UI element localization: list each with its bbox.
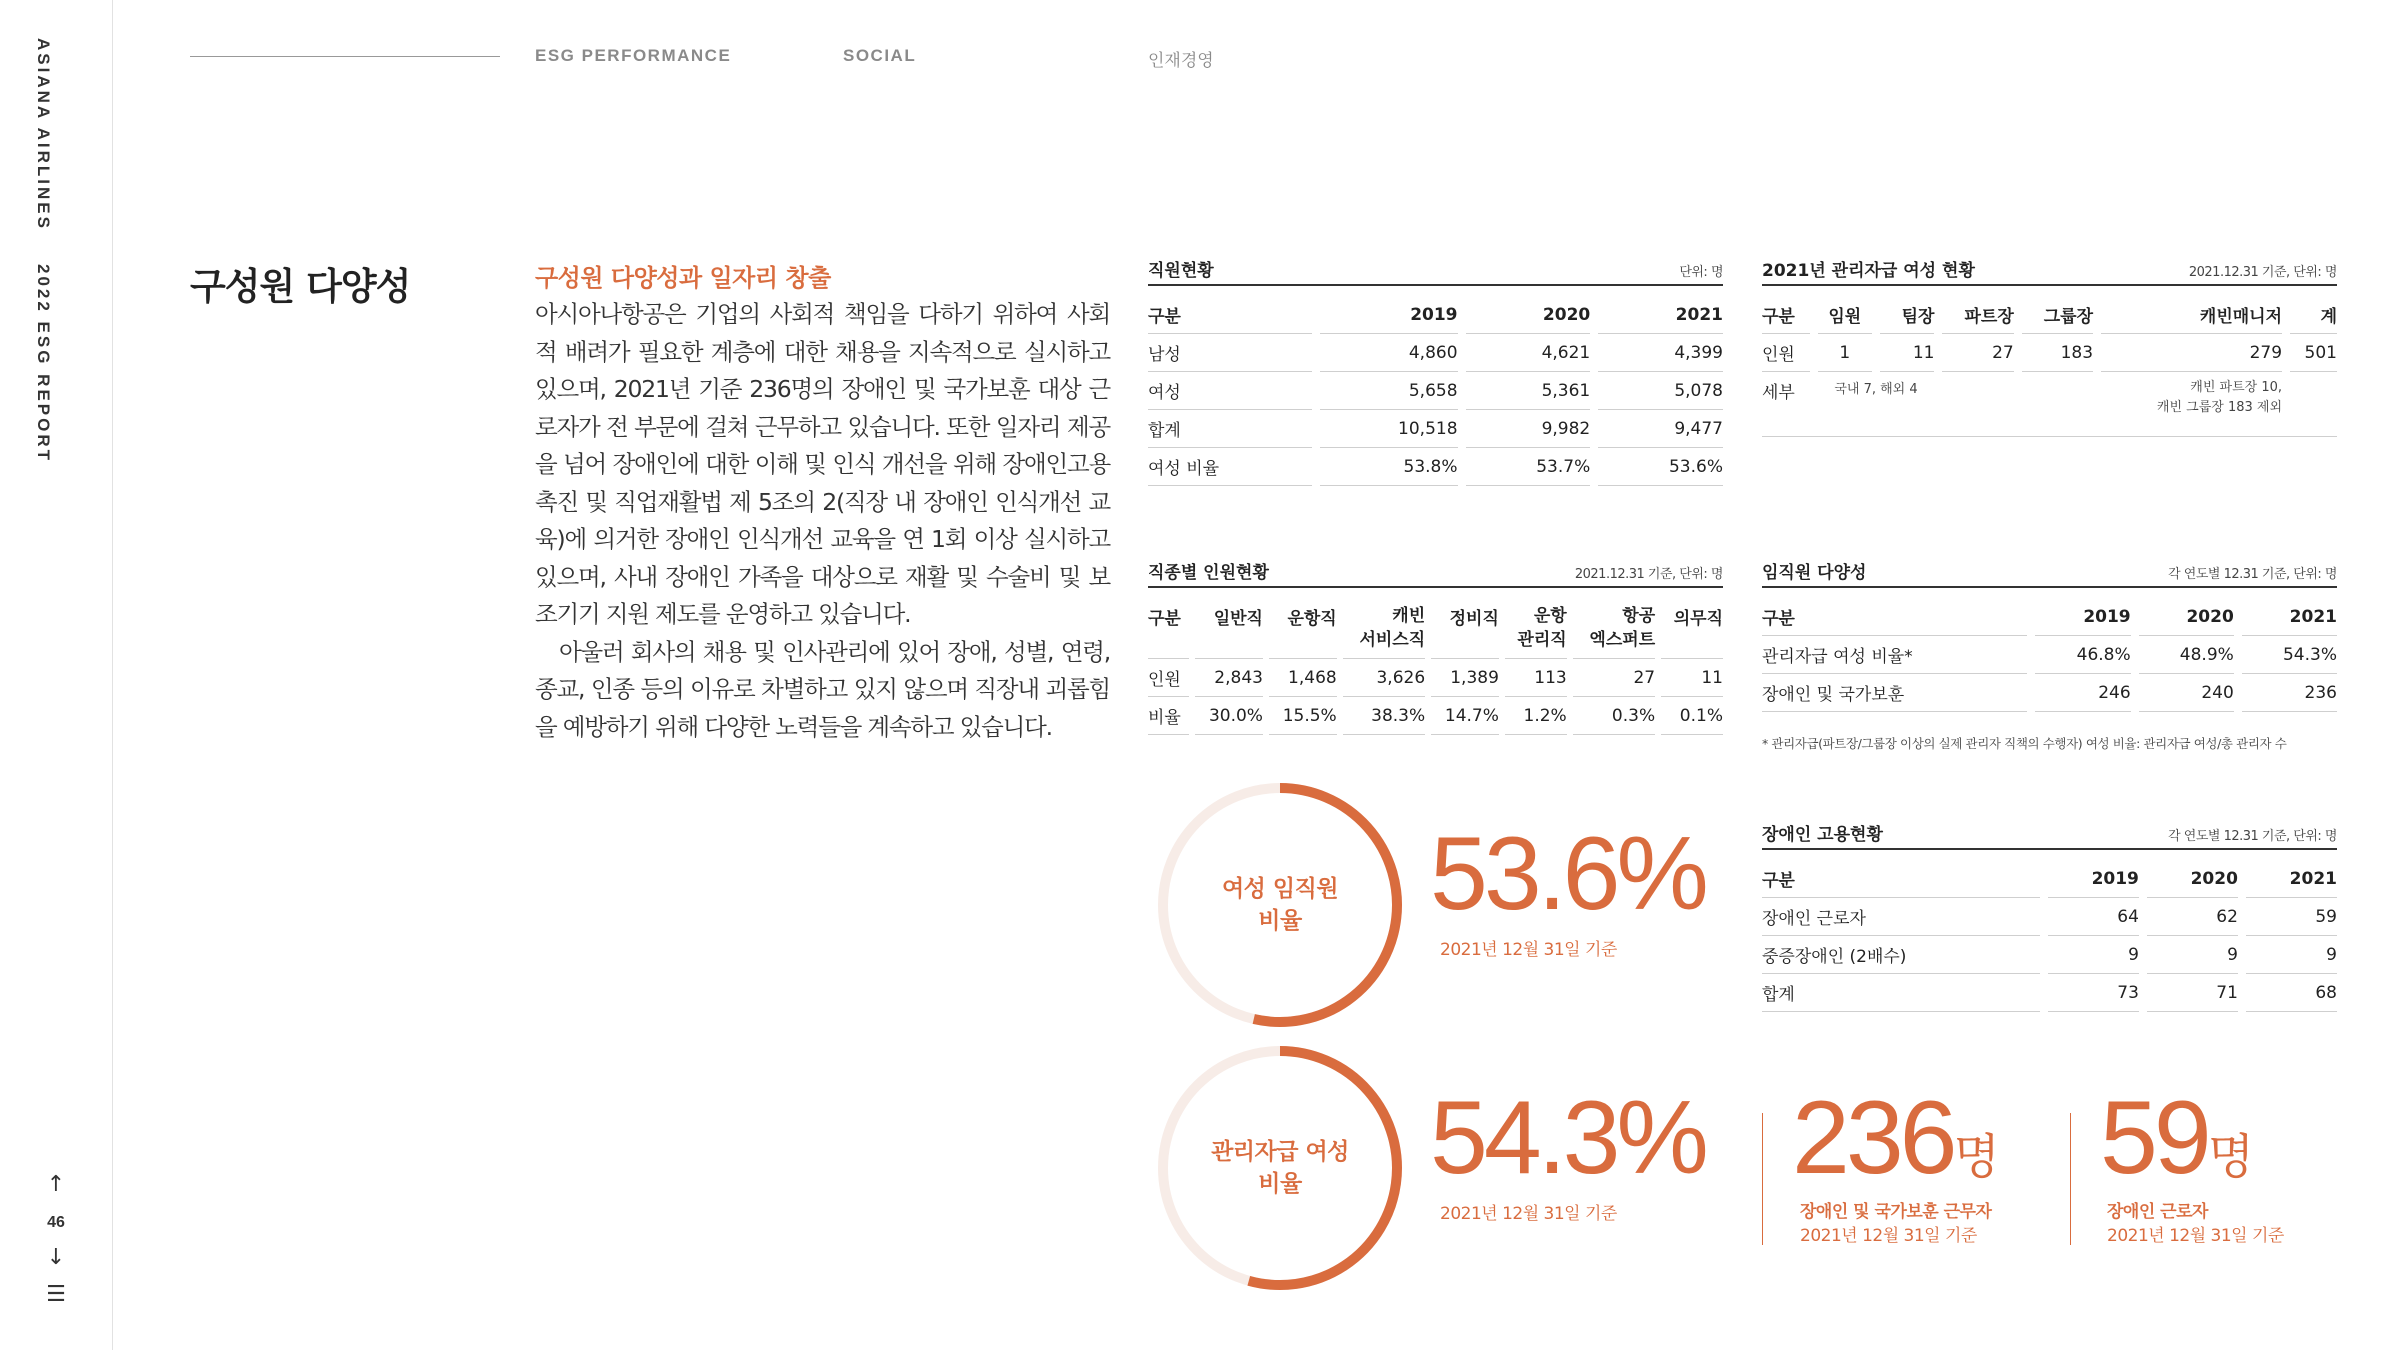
- mgr-women-table-block: [1762, 256, 2337, 437]
- table-cell: 27: [1942, 334, 2013, 372]
- table-cell: 279: [2101, 334, 2282, 372]
- table-cell: [2101, 372, 2282, 424]
- table-header: 2021: [2242, 598, 2337, 636]
- arrow-down-icon[interactable]: ↓: [46, 1245, 66, 1270]
- header-line: 운항: [1533, 606, 1567, 626]
- diversity-table-title: 임직원 다양성: [1762, 563, 1867, 583]
- table-cell: [2290, 372, 2337, 424]
- table-header: 파트장: [1942, 296, 2013, 334]
- table-header: 2020: [2139, 598, 2234, 636]
- table-row: [1148, 410, 1723, 448]
- table-cell: 68: [2246, 974, 2337, 1012]
- stat-divider: [1762, 1113, 1763, 1245]
- brand-name: ASIANA AIRLINES: [34, 38, 53, 231]
- table-cell: 장애인 및 국가보훈: [1762, 674, 2027, 712]
- table-cell: 236: [2242, 674, 2337, 712]
- table-header: 임원: [1818, 296, 1872, 334]
- disabled-table-title: 장애인 고용현황: [1762, 825, 1883, 845]
- table-cell: 62: [2147, 898, 2238, 936]
- disabled-table: [1754, 860, 2345, 1012]
- table-cell: 5,078: [1598, 372, 1723, 410]
- table-cell: [2022, 372, 2093, 424]
- table-cell: 53.6%: [1598, 448, 1723, 486]
- table-cell: 여성: [1148, 372, 1312, 410]
- table-header: [1661, 598, 1723, 659]
- staff-table-title: 직원현황: [1148, 261, 1214, 281]
- table-header: [1269, 598, 1337, 659]
- table-cell: 53.8%: [1320, 448, 1457, 486]
- donut-label-line: 비율: [1258, 1171, 1302, 1197]
- table-header: 팀장: [1880, 296, 1934, 334]
- cabin-detail-1: 캐빈 파트장 10,: [2190, 380, 2283, 395]
- table-cell: 1,389: [1431, 659, 1499, 697]
- table-cell: 54.3%: [2242, 636, 2337, 674]
- table-header: 2021: [1598, 296, 1723, 334]
- table-cell: 1: [1818, 334, 1872, 372]
- count-caption: 2021년 12월 31일 기준: [2107, 1226, 2284, 1246]
- disabled-veteran-count: [1792, 1080, 2000, 1209]
- donut-label: [1155, 1043, 1405, 1293]
- table-cell: 183: [2022, 334, 2093, 372]
- table-cell: 9: [2147, 936, 2238, 974]
- breadcrumb-social[interactable]: SOCIAL: [843, 46, 917, 65]
- diversity-table-unit: 각 연도별 12.31 기준, 단위: 명: [2168, 567, 2337, 582]
- table-row: [1762, 334, 2337, 372]
- body-text: [535, 296, 1110, 746]
- table-row: [1148, 448, 1723, 486]
- table-cell: 48.9%: [2139, 636, 2234, 674]
- donut-label-line: 여성 임직원: [1221, 876, 1339, 902]
- header-line: 정비직: [1449, 609, 1499, 629]
- table-cell: 5,361: [1466, 372, 1591, 410]
- table-cell: 장애인 근로자: [1762, 898, 2040, 936]
- header-line: 캐빈: [1392, 606, 1426, 626]
- table-cell: 46.8%: [2035, 636, 2130, 674]
- disabled-table-block: [1762, 820, 2337, 1012]
- cabin-detail-2: 캐빈 그룹장 183 제외: [2156, 400, 2283, 415]
- table-row: [1148, 659, 1723, 697]
- table-cell: 73: [2048, 974, 2139, 1012]
- disabled-veteran-caption: [1800, 1200, 1991, 1248]
- staff-table-block: [1148, 256, 1723, 486]
- table-cell: 30.0%: [1195, 697, 1263, 735]
- count-value: 236: [1792, 1080, 1954, 1196]
- sidebar: [0, 0, 113, 1350]
- table-header: [1148, 598, 1189, 659]
- table-cell: [1942, 372, 2013, 424]
- table-cell: 5,658: [1320, 372, 1457, 410]
- paragraph-1: 아시아나항공은 기업의 사회적 책임을 다하기 위하여 사회적 배려가 필요한 계층에 대한 채용을 지속적으로 실시하고 있으며, 2021년 기준 236명의 장애인 및 국가보훈 대상 근로자가 전 부문에 걸쳐 근무하고 있습니다. 또한 일자리 제공을 넘어 장애인에 대한 이해 및 인식 개선을 위해 장애인고용촉진 및 직업재활법 제 5조의 2(직장 내 장애인 인식개선 교육)에 의거한 장애인 인식개선 교육을 연 1회 이상 실시하고 있으며, 사내 장애인 가족을 대상으로 재활 및 수술비 및 보조기기 지원 제도를 운영하고 있습니다.: [535, 300, 1111, 628]
- table-cell: 세부: [1762, 383, 1795, 403]
- women-ratio-donut: [1155, 780, 1405, 1030]
- table-row: [1762, 674, 2337, 712]
- table-cell: 14.7%: [1431, 697, 1499, 735]
- table-cell: 합계: [1762, 974, 2040, 1012]
- table-cell: 0.1%: [1661, 697, 1723, 735]
- count-unit: 명: [1953, 1129, 2000, 1185]
- staff-table: [1140, 296, 1731, 486]
- table-cell: 11: [1880, 334, 1934, 372]
- disabled-worker-count: [2100, 1080, 2255, 1209]
- breadcrumb-esg-performance[interactable]: ESG PERFORMANCE: [535, 46, 732, 65]
- table-cell: 합계: [1148, 410, 1312, 448]
- table-cell: 2,843: [1195, 659, 1263, 697]
- header-line: 항공: [1622, 606, 1656, 626]
- table-header: 계: [2290, 296, 2337, 334]
- table-cell: 인원: [1148, 659, 1189, 697]
- women-ratio-value: 53.6%: [1430, 816, 1705, 932]
- table-header: 2019: [2035, 598, 2130, 636]
- table-cell: 남성: [1148, 334, 1312, 372]
- header-line: 서비스직: [1359, 630, 1426, 650]
- table-row: [1762, 936, 2337, 974]
- disabled-table-unit: 각 연도별 12.31 기준, 단위: 명: [2168, 829, 2337, 844]
- mgr-women-table-unit: 2021.12.31 기준, 단위: 명: [2188, 265, 2337, 280]
- header-divider: [190, 56, 500, 57]
- table-cell: 여성 비율: [1148, 448, 1312, 486]
- table-cell: 10,518: [1320, 410, 1457, 448]
- report-name: 2022 ESG REPORT: [34, 264, 53, 464]
- mgr-women-table: [1754, 296, 2345, 424]
- table-header: 구분: [1762, 598, 2027, 636]
- table-cell: 0.3%: [1573, 697, 1655, 735]
- page-number: 46: [47, 1214, 65, 1231]
- diversity-footnote: * 관리자급(파트장/그룹장 이상의 실제 관리자 직책의 수행자) 여성 비율: 관리자급 여성/총 관리자 수: [1762, 736, 2287, 751]
- paragraph-2: 아울러 회사의 채용 및 인사관리에 있어 장애, 성별, 연령, 종교, 인종 등의 이유로 차별하고 있지 않으며 직장내 괴롭힘을 예방하기 위해 다양한 노력들을 계속하고 있습니다.: [535, 637, 1110, 741]
- stat-divider: [2070, 1113, 2071, 1245]
- table-header: 2019: [2048, 860, 2139, 898]
- table-cell: 9,477: [1598, 410, 1723, 448]
- table-header: 구분: [1762, 860, 2040, 898]
- table-row: [1762, 898, 2337, 936]
- mgr-women-ratio-value: 54.3%: [1430, 1080, 1705, 1196]
- menu-icon[interactable]: ☰: [46, 1282, 66, 1307]
- table-cell: 관리자급 여성 비율*: [1762, 636, 2027, 674]
- table-header: [1573, 598, 1655, 659]
- count-label: 장애인 및 국가보훈 근무자: [1800, 1202, 1992, 1222]
- disabled-worker-caption: [2107, 1200, 2284, 1248]
- table-cell: 인원: [1762, 334, 1810, 372]
- table-header: 구분: [1762, 296, 1810, 334]
- table-cell: 4,621: [1466, 334, 1591, 372]
- section-subtitle: 구성원 다양성과 일자리 창출: [535, 264, 831, 292]
- table-cell: 246: [2035, 674, 2130, 712]
- header-line: 의무직: [1673, 609, 1723, 629]
- table-cell: 4,399: [1598, 334, 1723, 372]
- table-header: 2020: [2147, 860, 2238, 898]
- table-cell: 71: [2147, 974, 2238, 1012]
- header-line: 관리직: [1517, 630, 1567, 650]
- table-cell: 501: [2290, 334, 2337, 372]
- table-header: [1431, 598, 1499, 659]
- count-label: 장애인 근로자: [2107, 1202, 2208, 1222]
- table-cell: 59: [2246, 898, 2337, 936]
- table-cell: 38.3%: [1343, 697, 1425, 735]
- table-cell: 9,982: [1466, 410, 1591, 448]
- arrow-up-icon[interactable]: ↑: [46, 1172, 66, 1197]
- diversity-table: [1754, 598, 2345, 712]
- donut-label-line: 관리자급 여성: [1211, 1139, 1349, 1165]
- table-header: [1343, 598, 1425, 659]
- table-row: [1148, 697, 1723, 735]
- table-divider: [1762, 436, 2337, 437]
- donut-label-line: 비율: [1258, 908, 1302, 934]
- page-title: 구성원 다양성: [190, 265, 411, 308]
- table-cell: 64: [2048, 898, 2139, 936]
- table-header: 2021: [2246, 860, 2337, 898]
- header-line: 엑스퍼트: [1589, 630, 1656, 650]
- header-line: 운항직: [1287, 609, 1337, 629]
- header-line: 구분: [1148, 609, 1181, 629]
- job-table: [1142, 598, 1729, 735]
- table-cell: 113: [1505, 659, 1567, 697]
- table-header: 그룹장: [2022, 296, 2093, 334]
- staff-table-unit: 단위: 명: [1679, 265, 1723, 280]
- table-row: [1762, 636, 2337, 674]
- table-cell: 240: [2139, 674, 2234, 712]
- table-cell: 27: [1573, 659, 1655, 697]
- breadcrumb-hr[interactable]: 인재경영: [1148, 51, 1214, 70]
- mgr-women-ratio-caption: 2021년 12월 31일 기준: [1440, 1204, 1617, 1224]
- table-cell: 3,626: [1343, 659, 1425, 697]
- count-unit: 명: [2207, 1129, 2255, 1185]
- table-header: 캐빈매니저: [2101, 296, 2282, 334]
- table-row: [1148, 334, 1723, 372]
- table-header: [1505, 598, 1567, 659]
- table-row: [1762, 372, 2337, 424]
- table-cell: 1.2%: [1505, 697, 1567, 735]
- mgr-women-ratio-donut: [1155, 1043, 1405, 1293]
- table-cell: 국내 7, 해외 4: [1834, 382, 1918, 397]
- table-cell: 11: [1661, 659, 1723, 697]
- table-header: 2019: [1320, 296, 1457, 334]
- table-cell: 53.7%: [1466, 448, 1591, 486]
- women-ratio-caption: 2021년 12월 31일 기준: [1440, 940, 1617, 960]
- table-header: [1195, 598, 1263, 659]
- job-table-block: [1148, 558, 1723, 735]
- table-cell: 4,860: [1320, 334, 1457, 372]
- table-cell: 9: [2048, 936, 2139, 974]
- mgr-women-table-title: 2021년 관리자급 여성 현황: [1762, 261, 1975, 281]
- table-cell: 중증장애인 (2배수): [1762, 936, 2040, 974]
- header-line: 일반직: [1213, 609, 1263, 629]
- table-cell: 15.5%: [1269, 697, 1337, 735]
- count-value: 59: [2100, 1080, 2208, 1196]
- table-cell: 비율: [1148, 697, 1189, 735]
- table-row: [1762, 974, 2337, 1012]
- donut-label: [1155, 780, 1405, 1030]
- count-caption: 2021년 12월 31일 기준: [1800, 1226, 1977, 1246]
- job-table-unit: 2021.12.31 기준, 단위: 명: [1574, 567, 1723, 582]
- table-header: 2020: [1466, 296, 1591, 334]
- diversity-table-block: [1762, 558, 2337, 712]
- table-header: 구분: [1148, 296, 1312, 334]
- table-cell: 9: [2246, 936, 2337, 974]
- table-cell: 1,468: [1269, 659, 1337, 697]
- job-table-title: 직종별 인원현황: [1148, 563, 1269, 583]
- table-row: [1148, 372, 1723, 410]
